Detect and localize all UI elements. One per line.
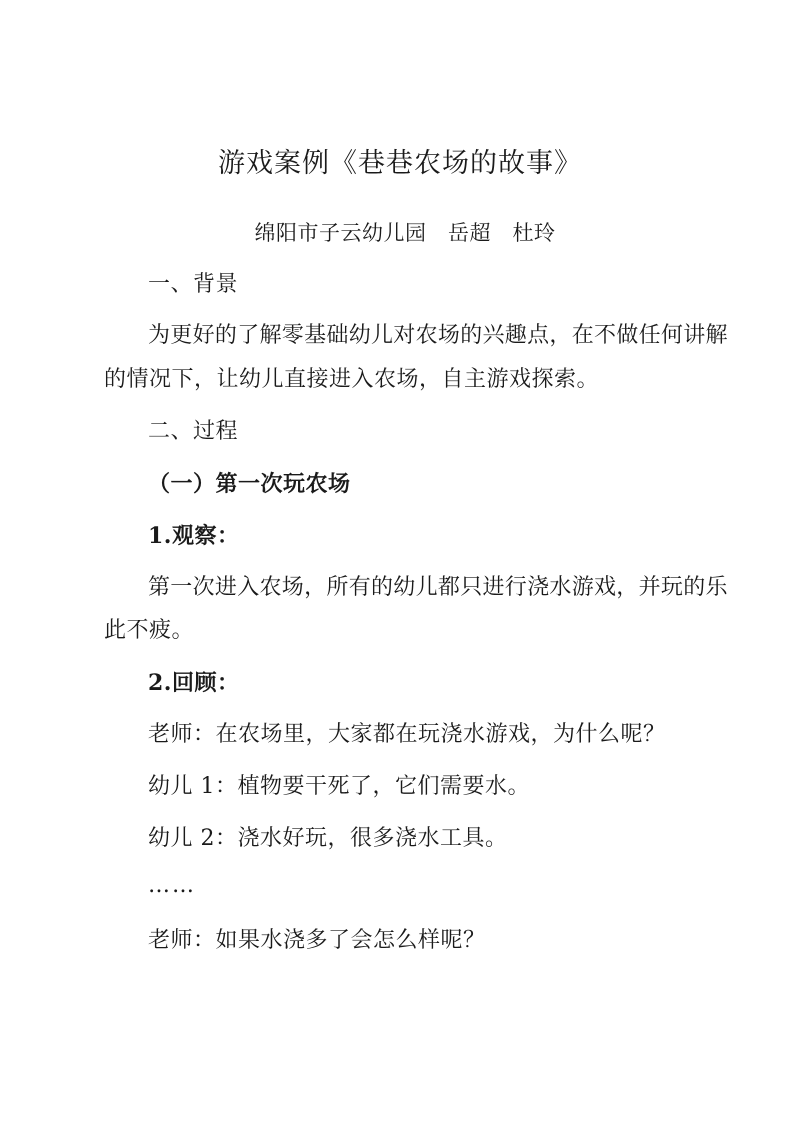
observe-paragraph-line-2: 此不疲。 — [104, 618, 195, 643]
subsection-heading-first-play: （一）第一次玩农场 — [148, 471, 351, 497]
dialogue-line: 幼儿 1：植物要干死了，它们需要水。 — [148, 774, 530, 799]
item-heading-observe: 1.观察： — [148, 523, 240, 549]
dialogue-line: 老师：在农场里，大家都在玩浇水游戏，为什么呢？ — [148, 722, 666, 747]
dialogue-line: 老师：如果水浇多了会怎么样呢？ — [148, 928, 486, 953]
section-heading-process: 二、过程 — [148, 419, 239, 444]
dialogue-ellipsis: …… — [148, 873, 196, 898]
observe-paragraph-line-1: 第一次进入农场，所有的幼儿都只进行浇水游戏，并玩的乐 — [148, 575, 728, 600]
document-author: 绵阳市子云幼儿园 岳超 杜玲 — [254, 221, 556, 245]
background-paragraph-line-2: 的情况下，让幼儿直接进入农场，自主游戏探索。 — [104, 367, 600, 392]
section-heading-background: 一、背景 — [148, 272, 239, 297]
document-title: 游戏案例《巷巷农场的故事》 — [218, 148, 582, 179]
background-paragraph-line-1: 为更好的了解零基础幼儿对农场的兴趣点，在不做任何讲解 — [148, 323, 728, 348]
dialogue-line: 幼儿 2：浇水好玩，很多浇水工具。 — [148, 826, 508, 851]
item-heading-review: 2.回顾： — [148, 670, 240, 696]
